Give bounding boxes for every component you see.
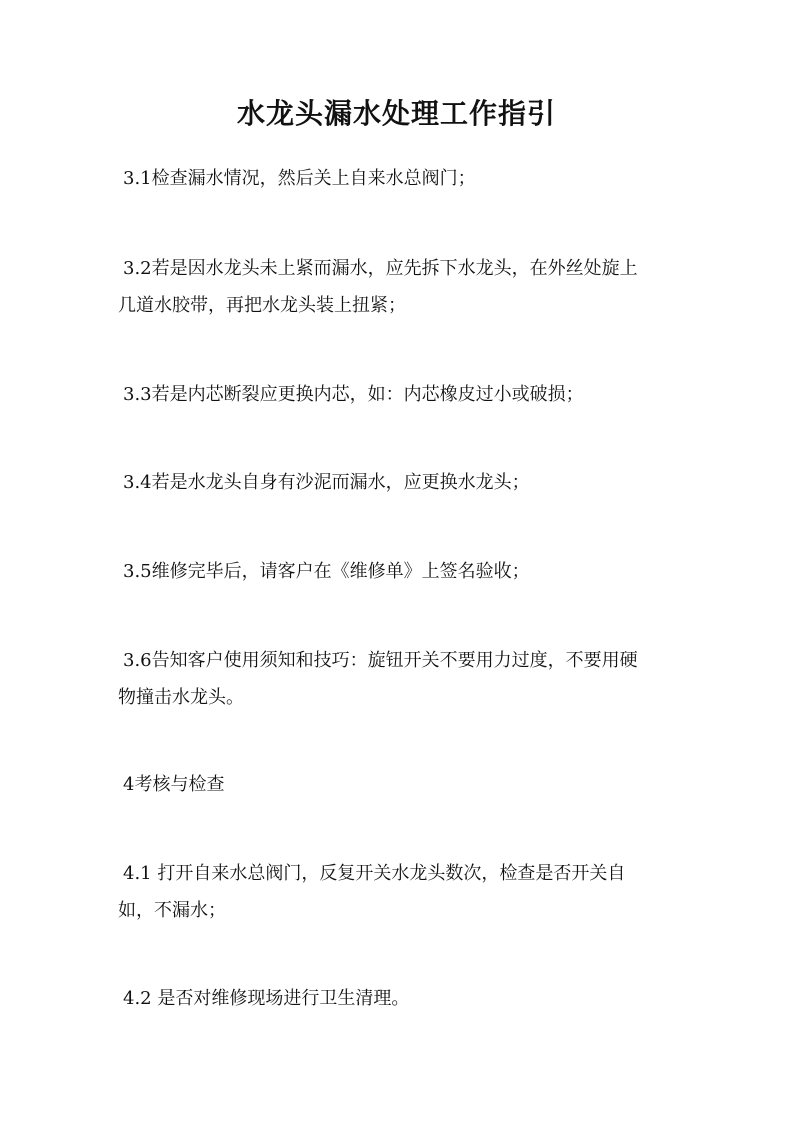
paragraph-line: 3.4若是水龙头自身有沙泥而漏水，应更换水龙头； — [123, 472, 530, 493]
paragraph-line: 4.2 是否对维修现场进行卫生清理。 — [123, 988, 410, 1009]
paragraph-line: 物撞击水龙头。 — [118, 687, 244, 708]
paragraph-line: 4.1 打开自来水总阀门，反复开关水龙头数次，检查是否开关自 — [123, 863, 626, 884]
paragraph-3-6 — [118, 642, 684, 716]
paragraph-3-3 — [118, 376, 684, 413]
document-title: 水龙头漏水处理工作指引 — [236, 97, 556, 130]
section-heading-4 — [118, 766, 684, 803]
paragraph-3-5 — [118, 553, 684, 590]
paragraph-line: 3.5维修完毕后，请客户在《维修单》上签名验收； — [123, 561, 530, 582]
paragraph-4-2 — [118, 980, 684, 1017]
paragraph-line: 3.3若是内芯断裂应更换内芯，如：内芯橡皮过小或破损； — [123, 384, 584, 405]
paragraph-4-1 — [118, 855, 684, 929]
paragraph-line: 4考核与检查 — [123, 774, 225, 795]
paragraph-line: 3.2若是因水龙头未上紧而漏水，应先拆下水龙头，在外丝处旋上 — [123, 258, 638, 279]
paragraph-line: 几道水胶带，再把水龙头装上扭紧； — [118, 295, 406, 316]
paragraph-3-1 — [118, 160, 684, 197]
paragraph-line: 如，不漏水； — [118, 900, 226, 921]
paragraph-3-2 — [118, 250, 684, 324]
paragraph-line: 3.6告知客户使用须知和技巧：旋钮开关不要用力过度，不要用硬 — [123, 650, 638, 671]
paragraph-3-4 — [118, 464, 684, 501]
paragraph-line: 3.1检查漏水情况，然后关上自来水总阀门； — [123, 168, 476, 189]
